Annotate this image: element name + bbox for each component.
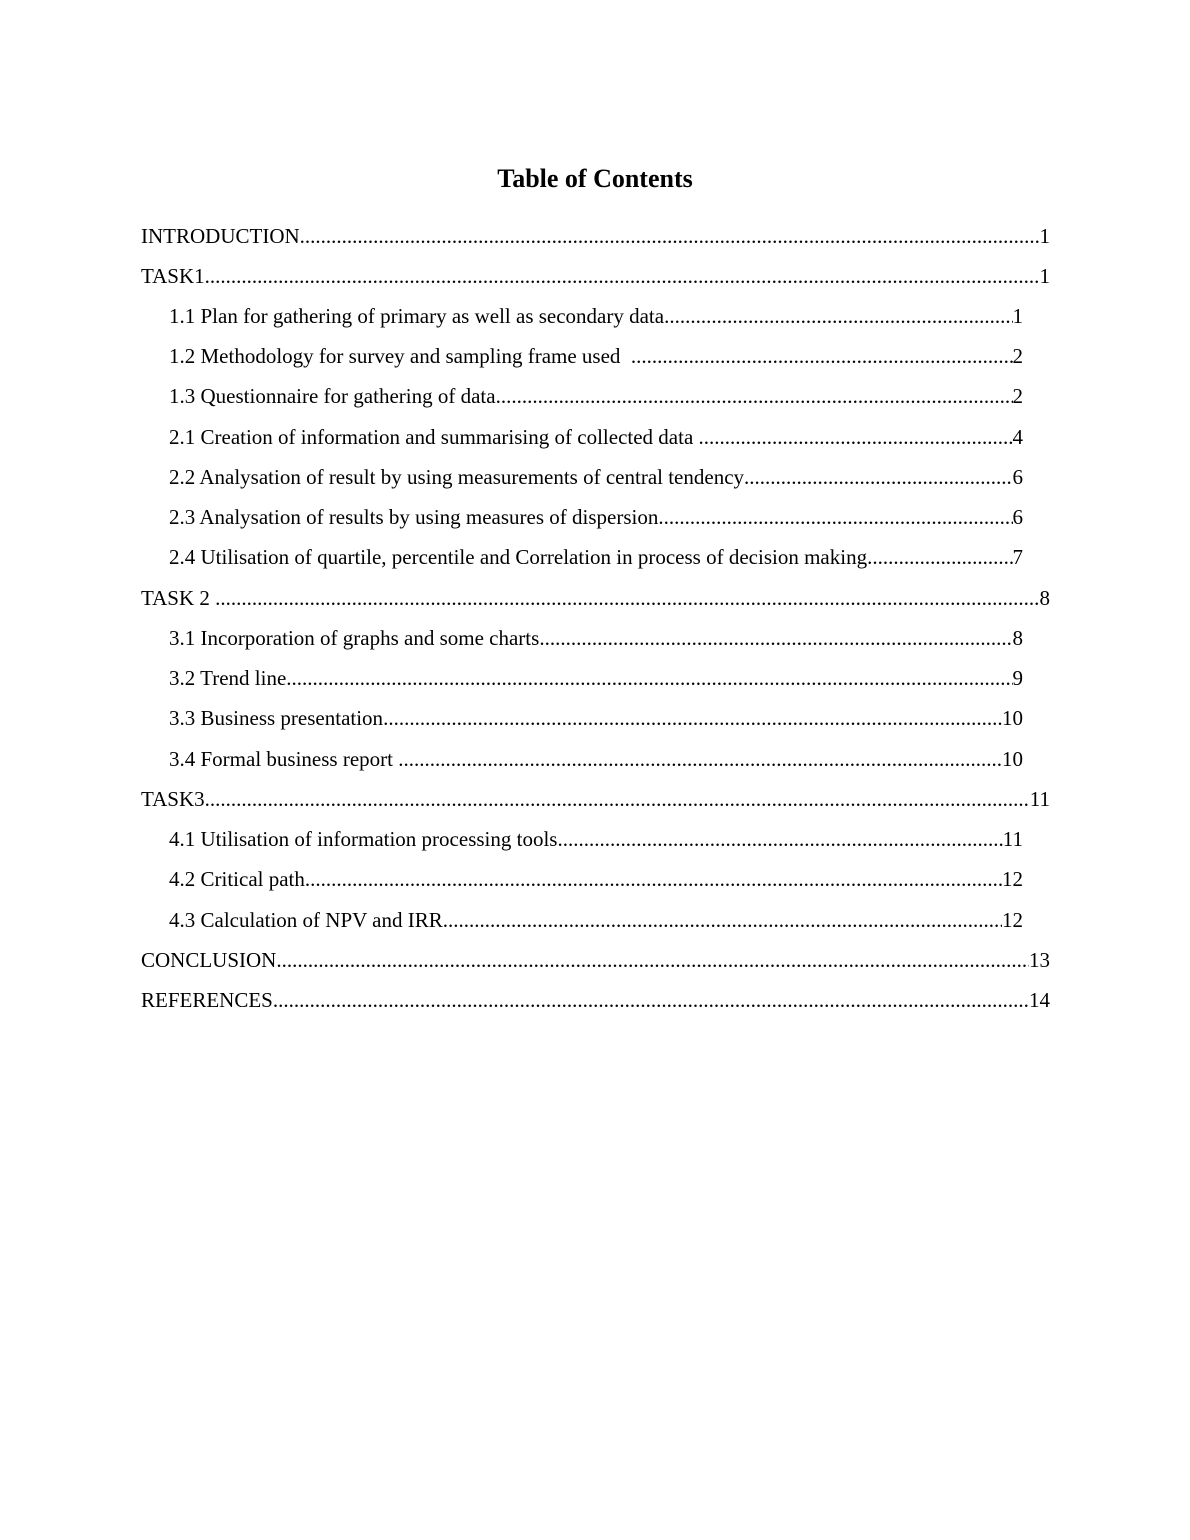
toc-entry-label: 2.2 Analysation of result by using measurements of central tendency [169, 465, 745, 489]
dot-leader [631, 341, 1013, 371]
toc-entry-label: 2.1 Creation of information and summarising of collected data [169, 425, 699, 449]
toc-entry-label: 4.2 Critical path [169, 867, 305, 891]
dot-leader [539, 623, 1012, 653]
toc-entry-4-3[interactable] [169, 905, 1023, 935]
toc-entry-label: TASK 2 [141, 586, 216, 610]
toc-entry-page: 14 [1029, 988, 1050, 1012]
toc-entry-page: 9 [1012, 666, 1023, 690]
toc-entry-1-1[interactable] [169, 301, 1023, 331]
toc-entry-label: INTRODUCTION [141, 224, 300, 248]
dot-leader [658, 502, 1012, 532]
toc-entry-4-1[interactable] [169, 824, 1023, 854]
toc-entry-label: 1.3 Questionnaire for gathering of data [169, 384, 496, 408]
toc-entry-page: 6 [1012, 465, 1023, 489]
dot-leader [205, 784, 1030, 814]
toc-entry-page: 10 [1002, 747, 1023, 771]
toc-entry-page: 1 [1012, 304, 1023, 328]
toc-entry-label: REFERENCES [141, 988, 273, 1012]
dot-leader [286, 663, 1012, 693]
dot-leader [383, 703, 1002, 733]
toc-entry-label: 2.3 Analysation of results by using measures of dispersion [169, 505, 659, 529]
toc-entry-2-1[interactable] [169, 422, 1023, 452]
toc-entry-2-4[interactable] [169, 542, 1023, 572]
toc-entry-task1[interactable] [141, 261, 1050, 291]
dot-leader [557, 824, 1002, 854]
toc-entry-3-3[interactable] [169, 703, 1023, 733]
dot-leader [664, 301, 1012, 331]
dot-leader [496, 381, 1013, 411]
toc-entry-label: TASK1 [141, 264, 205, 288]
dot-leader [699, 422, 1013, 452]
toc-entry-page: 8 [1039, 586, 1050, 610]
toc-entry-page: 12 [1002, 867, 1023, 891]
dot-leader [205, 261, 1040, 291]
toc-entry-task2[interactable] [141, 583, 1050, 613]
dot-leader [867, 542, 1012, 572]
toc-entry-label: 3.3 Business presentation [169, 706, 384, 730]
toc-entry-page: 11 [1002, 827, 1023, 851]
dot-leader [443, 905, 1002, 935]
toc-entry-label: 3.1 Incorporation of graphs and some charts [169, 626, 540, 650]
toc-entry-page: 11 [1029, 787, 1050, 811]
toc-entry-page: 7 [1012, 545, 1023, 569]
toc-title: Table of Contents [497, 164, 693, 193]
toc-entry-label: 1.1 Plan for gathering of primary as well as secondary data [169, 304, 665, 328]
toc-entry-label: 3.2 Trend line [169, 666, 287, 690]
toc-entry-2-2[interactable] [169, 462, 1023, 492]
toc-entry-page: 8 [1012, 626, 1023, 650]
toc-entry-task3[interactable] [141, 784, 1050, 814]
toc-entry-1-3[interactable] [169, 381, 1023, 411]
dot-leader [398, 744, 1002, 774]
toc-entry-page: 12 [1002, 908, 1023, 932]
toc-entry-label: 4.3 Calculation of NPV and IRR [169, 908, 443, 932]
toc-entry-references[interactable] [141, 985, 1050, 1015]
toc-entry-label: 3.4 Formal business report [169, 747, 399, 771]
toc-entry-page: 6 [1012, 505, 1023, 529]
dot-leader [215, 583, 1039, 613]
dot-leader [300, 221, 1040, 251]
toc-entry-introduction[interactable] [141, 221, 1050, 251]
toc-entry-label: 4.1 Utilisation of information processing tools [169, 827, 558, 851]
toc-entry-1-2[interactable] [169, 341, 1023, 371]
toc-entry-page: 13 [1029, 948, 1050, 972]
toc-entry-page: 2 [1012, 384, 1023, 408]
dot-leader [273, 985, 1029, 1015]
toc-entry-4-2[interactable] [169, 864, 1023, 894]
toc-entry-label: TASK3 [141, 787, 205, 811]
dot-leader [276, 945, 1029, 975]
toc-entry-conclusion[interactable] [141, 945, 1050, 975]
toc-entry-3-4[interactable] [169, 744, 1023, 774]
toc-entry-page: 1 [1039, 224, 1050, 248]
toc-entry-2-3[interactable] [169, 502, 1023, 532]
dot-leader [744, 462, 1012, 492]
dot-leader [305, 864, 1002, 894]
toc-entry-label: CONCLUSION [141, 948, 277, 972]
toc-entry-page: 1 [1039, 264, 1050, 288]
toc-entry-label: 1.2 Methodology for survey and sampling frame used [169, 344, 631, 368]
toc-entry-3-1[interactable] [169, 623, 1023, 653]
toc-entry-page: 2 [1012, 344, 1023, 368]
toc-entry-label: 2.4 Utilisation of quartile, percentile and Correlation in process of decision making [169, 545, 868, 569]
toc-entry-page: 4 [1012, 425, 1023, 449]
toc-entry-3-2[interactable] [169, 663, 1023, 693]
toc-entry-page: 10 [1002, 706, 1023, 730]
